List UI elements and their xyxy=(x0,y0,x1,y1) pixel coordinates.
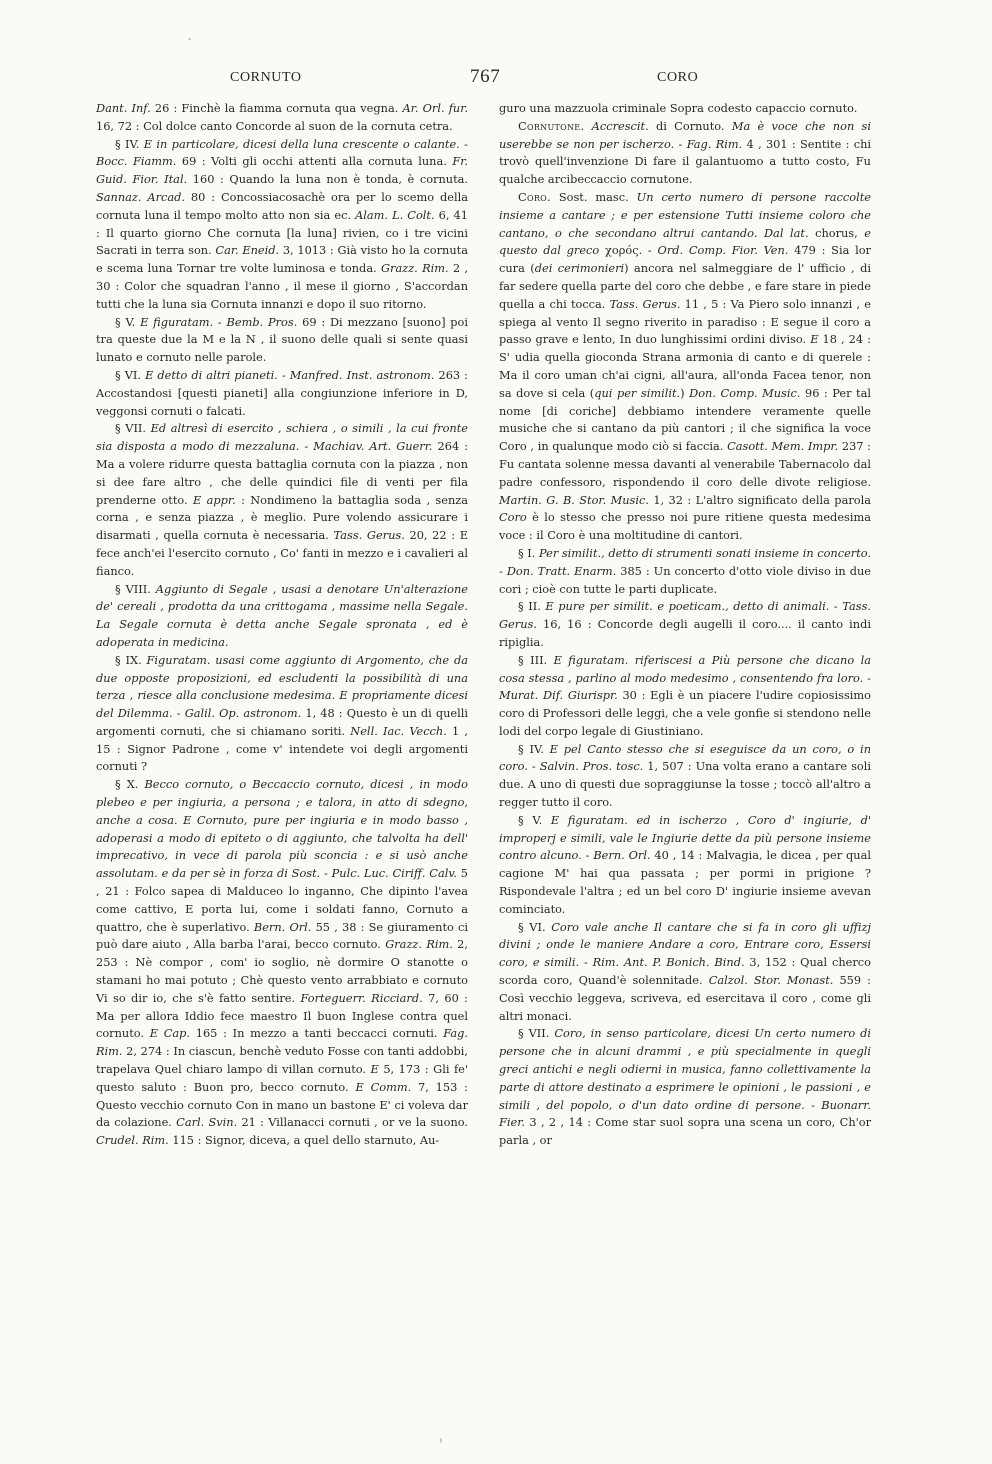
italic-run: Buonarr. Fier. xyxy=(499,1097,871,1130)
text-run: 559 : Così vecchio leggeva, scriveva, ed esercitava il coro , come gli altri monaci. xyxy=(499,973,872,1023)
text-run: § II. xyxy=(518,599,546,614)
italic-run: Manfred. Inst. astronom. xyxy=(289,367,435,382)
italic-run: E pel Canto stesso che si eseguisce da un coro, o in coro. xyxy=(499,741,871,774)
headword: Cornutone. xyxy=(518,118,585,133)
dictionary-paragraph xyxy=(499,598,871,651)
text-run: guro una mazzuola criminale Sopra codesto capaccio cornuto. xyxy=(499,101,858,115)
italic-run: Calzol. Stor. Monast. xyxy=(708,973,834,988)
italic-run: E xyxy=(370,1062,379,1077)
italic-run: qui per similit. xyxy=(594,385,681,400)
text-run: 2 , 30 : Color che squadran l'anno , il mese il giorno , S'accordan tutti che la luna sia Cornuta innanzi e dopo il suo ritorno. xyxy=(96,261,468,311)
italic-run: Per similit., detto di strumenti sonati insieme in concerto. xyxy=(538,545,872,560)
text-run: ) xyxy=(680,385,690,400)
dictionary-paragraph xyxy=(499,919,871,1026)
italic-run: Bemb. Pros. xyxy=(226,314,298,329)
text-run: § III. xyxy=(518,652,554,667)
text-run: 385 : Un concerto d'otto viole diviso in due cori ; cioè con tutte le parti duplicate. xyxy=(499,563,871,596)
italic-run: e questo dal greco xyxy=(499,225,871,258)
text-run: § IV. xyxy=(518,741,550,756)
italic-run: Casott. Mem. Impr. xyxy=(727,439,839,454)
text-run: : Nondimeno la battaglia soda , senza corna , e senza piazza , è meglio. Pure volendo assicurare i disarmati , quella cornuta è necessaria. xyxy=(96,492,468,543)
italic-run: Murat. Dif. Giurispr. xyxy=(499,688,618,703)
italic-run: Salvin. Pros. tosc. xyxy=(539,759,644,774)
dictionary-paragraph xyxy=(96,136,468,314)
dictionary-paragraph xyxy=(499,189,871,545)
text-run: § I. xyxy=(518,545,539,560)
text-run: § IV. xyxy=(115,136,144,151)
text-run: chorus, xyxy=(808,225,865,240)
text-run: ) ancora nel salmeggiare de l' ufficio , di far sedere quella parte del coro che debbe , e fare stare in piede quella a chi tocca. xyxy=(499,261,871,311)
italic-run: E Comm. xyxy=(355,1079,412,1094)
text-run: 69 : Di mezzano [suono] poi tra queste due la M e la N , il suono delle quali si sente quasi lunato e cornuto nelle parole. xyxy=(96,314,469,365)
text-run: - xyxy=(829,599,843,614)
text-run: § VI. xyxy=(518,919,552,934)
italic-run: Galil. Op. astronom. xyxy=(184,706,302,721)
dictionary-paragraph xyxy=(499,100,871,118)
italic-run: E Cap. xyxy=(149,1026,191,1041)
dictionary-paragraph xyxy=(499,652,871,741)
text-run: 7, 153 : Questo vecchio cornuto Con in mano un bastone E' ci voleva dar da colazione. xyxy=(96,1079,468,1130)
italic-run: E detto di altri pianeti. xyxy=(145,367,278,382)
italic-run: Bocc. Fiamm. xyxy=(96,154,177,169)
text-run: 1, 507 : Una volta erano a cantare soli due. A uno di questi due sopraggiunse la tosse ; toccò all'altro a regger tutto il coro. xyxy=(499,759,871,810)
italic-run: Figuratam. usasi come aggiunto di Argomento, che da due opposte proposizioni, ed escludenti la possibilità di una terza , riesce alla conclusione medesima. E propriamente dicesi del Dilemma. xyxy=(96,652,468,721)
italic-run: Crudel. Rim. xyxy=(96,1133,169,1148)
dictionary-paragraph xyxy=(499,812,871,919)
text-run: - xyxy=(459,136,468,151)
italic-run: Don. Comp. Music. xyxy=(689,385,801,400)
italic-run: Ar. Orl. fur. xyxy=(402,101,469,115)
italic-run: Martin. G. B. Stor. Music. xyxy=(499,492,649,507)
dictionary-paragraph xyxy=(96,367,468,420)
text-run: § VII. xyxy=(115,421,151,436)
text-run: § VIII. xyxy=(115,581,156,596)
italic-run: Coro vale anche Il cantare che si fa in coro gli uffizj divini ; onde le maniere Andare a coro, Entrare coro, Essersi coro, e simili. xyxy=(499,919,871,970)
italic-run: Tass. Gerus. xyxy=(333,528,405,543)
text-run: - xyxy=(277,367,290,382)
text-run: - xyxy=(863,670,871,685)
dictionary-paragraph xyxy=(96,100,468,136)
text-run: § V. xyxy=(518,812,551,827)
text-run: 55 , 38 : Se giuramento ci può dare aiuto , Alla barba l'arai, becco cornuto. xyxy=(96,919,468,952)
italic-run: Accrescit. xyxy=(591,118,649,133)
header-right-word: CORO xyxy=(657,70,699,85)
text-run: 2, 274 : In ciascun, benchè veduto Fosse con tanti addobbi, trapelava Quel chiaro lampo di villan cornuto. xyxy=(96,1044,468,1077)
text-run: di Cornuto. xyxy=(648,118,732,133)
italic-run: Machiav. Art. Guerr. xyxy=(313,439,433,454)
text-run: 1 , 15 : Signor Padrone , come v' intendete voi degli argomenti cornuti ? xyxy=(96,723,468,774)
text-run: 479 : Sia lor cura ( xyxy=(499,243,871,276)
text-run: Sost. masc. xyxy=(550,189,637,204)
text-run: 20, 22 : E fece anch'ei l'esercito cornuto , Co' fanti in mezzo e i cavalieri al fianco. xyxy=(96,528,468,578)
italic-run: Becco cornuto, o Beccaccio cornuto, dicesi , in modo plebeo e per ingiuria, a persona ; e talora, in atto di sdegno, anche a cosa. E Cornuto, pure per ingiuria e in modo basso , adoperasi a modo di epiteto o di aggiunto, che talvolta ha dell' imprecativo, in vece di parola più sconcia : e si usò anche assolutam. e da per sè in forza di Sost. xyxy=(96,777,468,881)
dictionary-paragraph xyxy=(499,741,871,812)
italic-run: Coro, in senso particolare, dicesi Un certo numero di persone che in alcuni drammi , e più specialmente in quegli greci antichi e negli odierni in musica, fanno collettivamente la parte di attore destinato a esprimere le opinioni , le passioni , e simili , del popolo, o d'un dato ordine di persone. xyxy=(499,1026,871,1112)
text-run: - xyxy=(579,955,593,970)
italic-run: E in particolare, dicesi della luna crescente o calante. xyxy=(143,136,460,151)
text-run: 1, 48 : Questo è un di quelli argomenti cornuti, che si chiamano soriti. xyxy=(96,706,469,738)
text-run: è lo stesso che presso noi pure ritiene questa medesima voce : il Coro è una moltitudine di cantori. xyxy=(499,510,871,543)
dictionary-paragraph xyxy=(499,1025,871,1150)
italic-run: Alam. L. Colt. xyxy=(355,207,435,222)
text-run: 3, 152 : Qual cherco scorda coro, Quand'è solennitade. xyxy=(499,955,871,988)
dictionary-paragraph xyxy=(96,652,468,777)
italic-run: Rim. Ant. P. Bonich. Bind. xyxy=(592,955,745,970)
italic-run: Sannaz. Arcad. xyxy=(96,189,185,204)
text-run xyxy=(584,119,591,133)
italic-run: Fag. Rim. xyxy=(686,136,743,151)
italic-run: Ed altresì di esercito , schiera , o simili , la cui fronte sia disposta a modo di mezzaluna. xyxy=(96,421,468,454)
italic-run: Don. Tratt. Enarm. xyxy=(506,563,617,578)
italic-run: Grazz. Rim. xyxy=(385,937,453,952)
text-run: 96 : Per tal nome [di coriche] debbiamo intendere veramente quelle musiche che si cantano da più cantori ; il che significa la voce Coro , in qualunque modo ciò si faccia. xyxy=(499,385,872,454)
italic-run: Aggiunto di Segale , usasi a denotare Un'alterazione de' cereali , prodotta da una crittogama , massime nella Segale. La Segale cornuta è detta anche Segale spronata , ed è adoperata in medicina. xyxy=(96,581,469,649)
italic-run: Coro xyxy=(499,510,527,525)
italic-run: Tass. Gerus. xyxy=(499,599,871,632)
italic-run: E figuratam. xyxy=(140,314,214,329)
text-run: 264 : Ma a volere ridurre questa battaglia cornuta con la piazza , non si dee fare altro , che delle quindici file di venti per fila prenderne otto. xyxy=(96,439,469,507)
italic-run: Grazz. Rim. xyxy=(380,261,449,276)
headword: Coro. xyxy=(518,189,551,204)
text-run: - xyxy=(213,314,227,329)
italic-run: dei cerimonieri xyxy=(534,261,625,276)
text-run: - xyxy=(804,1097,822,1112)
text-run: 5, 173 : Gli fe' questo saluto : Buon pro, becco cornuto. xyxy=(96,1062,468,1094)
text-run: § VII. xyxy=(518,1026,555,1041)
text-run: 2, 253 : Nè compor , com' io soglio, nè dormire O stanotte o stamani ho mai potuto ; Chè questo vento arrabbiato e cornuto Vi so dir io, che s'è fatto sentire. xyxy=(96,937,468,1005)
text-run: 18 , 24 : S' udia quella gioconda Strana armonia di canto e di querele : Ma il coro uman ch'ai cigni, all'aura, all'onda Facea tenor, non sa dove si cela ( xyxy=(499,332,871,400)
text-run: χορός. - xyxy=(599,243,658,258)
text-run: - xyxy=(527,759,540,774)
italic-run: Car. Eneid. xyxy=(215,243,280,258)
text-run: 16, 16 : Concorde degli augelli il coro.... il canto indi ripiglia. xyxy=(499,617,871,649)
text-run: - xyxy=(499,563,507,578)
italic-run: Fag. Rim. xyxy=(96,1026,468,1059)
italic-run: Pulc. Luc. Ciriff. Calv. xyxy=(331,866,458,881)
dictionary-paragraph xyxy=(499,545,871,598)
text-run: 160 : Quando la luna non è tonda, è cornuta. xyxy=(187,172,468,187)
text-run: 115 : Signor, diceva, a quel dello starnuto, Au- xyxy=(168,1133,440,1148)
right-column xyxy=(499,100,871,1150)
text-run: - xyxy=(581,848,594,863)
text-run: 3, 1013 : Già visto ho la cornuta e scema luna Tornar tre volte luminosa e tonda. xyxy=(96,243,468,276)
italic-run: Dant. Inf. xyxy=(96,101,151,115)
italic-run: Bern. Orl. xyxy=(593,848,651,863)
text-run: 4 , 301 : Sentite : chi trovò quell'invenzione Di fare il galantuomo a tutto costo, Fu qualche arcibeccaccio cornutone. xyxy=(499,136,871,187)
text-run: 80 : Concossiacosachè ora per lo scemo della cornuta luna il tempo molto atto non sia ec. xyxy=(96,189,468,222)
text-run: - xyxy=(674,136,687,151)
paper-speck xyxy=(440,1438,442,1443)
text-run: § V. xyxy=(115,314,141,329)
left-column xyxy=(96,100,468,1150)
italic-run: Fr. Guid. Fior. Ital. xyxy=(96,154,468,187)
italic-run: Ord. Comp. Fior. Ven. xyxy=(657,243,789,258)
text-run: - xyxy=(172,706,185,721)
text-run: 30 : Egli è un piacere l'udire copiosissimo coro di Professori delle leggi, che a vele gonfie si stendono nelle lodi del corpo legale di Giustiniano. xyxy=(499,688,871,738)
text-run: 237 : Fu cantata solenne messa davanti al venerabile Tabernacolo dal padre confessoro, rispondendo il coro delle divote religiose. xyxy=(499,439,872,489)
text-run: 165 : In mezzo a tanti beccacci cornuti. xyxy=(190,1026,444,1041)
text-run: § IX. xyxy=(115,652,147,667)
italic-run: E xyxy=(810,332,819,347)
italic-run: E figuratam. riferiscesi a Più persone che dicano la cosa stessa , parlino al modo medesimo , consentendo fra loro. xyxy=(499,652,871,685)
dictionary-paragraph xyxy=(96,420,468,580)
italic-run: Forteguerr. Ricciard. xyxy=(300,990,423,1005)
dictionary-paragraph xyxy=(96,776,468,1150)
page-number: 767 xyxy=(470,66,501,87)
italic-run: E figuratam. ed in ischerzo , Coro d' ingiurie, d' improperj e simili, vale le Ingiurie dette da più persone insieme contro alcuno. xyxy=(499,812,871,863)
text-run: 40 , 14 : Malvagia, le dicea , per qual cagione M' hai qua passata ; per pormi in prigione ? Rispondevale l'altra ; ed un bel coro D' ingiurie insieme avevan cominciato. xyxy=(499,848,871,916)
italic-run: Carl. Svin. xyxy=(176,1115,238,1130)
header-left-word: CORNUTO xyxy=(230,70,302,85)
text-run: 6, 41 : Il quarto giorno Che cornuta [la luna] rivien, co i tre vicini Sacrati in terra son. xyxy=(96,207,468,258)
text-run: - xyxy=(299,439,314,454)
text-run: 263 : Accostandosi [questi pianeti] alla congiunzione inferiore in D, veggonsi cornuti o falcati. xyxy=(96,367,468,418)
text-run: 21 : Villanacci cornuti , or ve la suono. xyxy=(237,1115,468,1130)
text-run: 5 , 21 : Folco sapea di Malduceo lo inganno, Che dipinto l'avea come cattivo, E porta lui, come i soldati fanno, Cornuto a quattro, che è superlativo. xyxy=(96,866,468,934)
italic-run: Un certo numero di persone raccolte insieme a cantare ; e per estensione Tutti insieme coloro che cantano, o che secondano altrui cantando. Dal lat. xyxy=(499,189,871,240)
text-run: 1, 32 : L'altro significato della parola xyxy=(648,492,871,507)
italic-run: E pure per similit. e poeticam., detto di animali. xyxy=(545,599,830,614)
italic-run: E appr. xyxy=(193,492,236,507)
text-run: - xyxy=(320,866,332,881)
text-run: § X. xyxy=(115,777,145,792)
dictionary-paragraph xyxy=(96,314,468,367)
dictionary-paragraph xyxy=(499,118,871,189)
text-run: 16, 72 : Col dolce canto Concorde al suon de la cornuta cetra. xyxy=(96,118,453,133)
running-header xyxy=(0,66,992,100)
text-run: § VI. xyxy=(115,367,146,382)
text-run: 11 , 5 : Va Piero solo innanzi , e spiega al vento Il segno riverito in paradiso : E segue il coro a passo grave e lento, In duo lunghissimi ordini diviso. xyxy=(499,296,871,347)
italic-run: Ma è voce che non si userebbe se non per ischerzo. xyxy=(499,118,871,151)
italic-run: Nell. Iac. Vecch. xyxy=(350,723,447,738)
text-run: 7, 60 : Ma per allora Iddio fece maestro Il buon Inglese contra quel cornuto. xyxy=(96,990,468,1041)
italic-run: Tass. Gerus. xyxy=(609,296,681,311)
dictionary-paragraph xyxy=(96,581,468,652)
italic-run: Bern. Orl. xyxy=(253,919,312,934)
text-run: 3 , 2 , 14 : Come star suol sopra una scena un coro, Ch'or parla , or xyxy=(499,1115,871,1148)
text-run: 26 : Finchè la fiamma cornuta qua vegna. xyxy=(150,101,403,115)
text-run: 69 : Volti gli occhi attenti alla cornuta luna. xyxy=(176,154,453,169)
paper-speck xyxy=(188,38,191,40)
